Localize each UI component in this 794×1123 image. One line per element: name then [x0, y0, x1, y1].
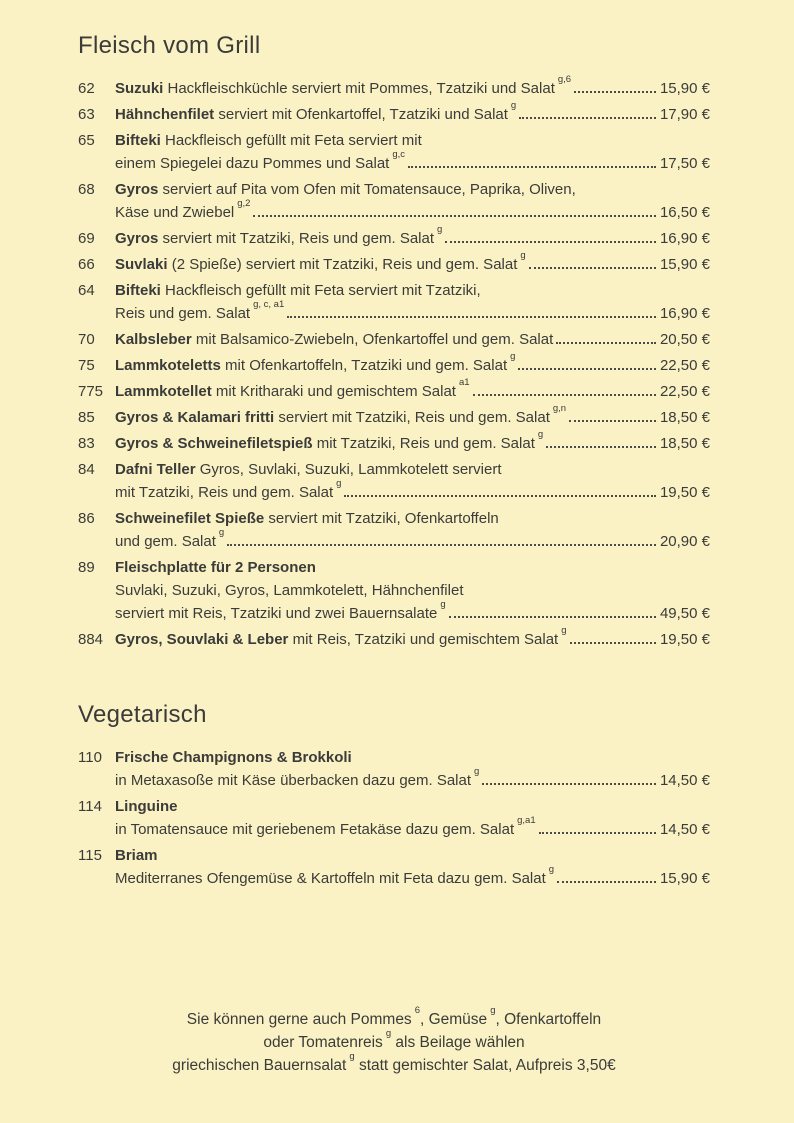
item-price: 22,50 € — [659, 383, 710, 400]
footer-note — [78, 1004, 710, 1077]
dish-description: mit Reis, Tzatziki und gemischtem Salat — [288, 631, 559, 648]
item-number: 63 — [78, 106, 95, 123]
item-price: 14,50 € — [659, 821, 710, 838]
dish-description: mit Kritharaki und gemischtem Salat — [211, 383, 456, 400]
dotted-leader — [227, 544, 656, 546]
allergen-code: g — [490, 1004, 496, 1016]
dish-description: Hackfleisch gefüllt mit Feta serviert mit — [160, 132, 422, 149]
dish-description: serviert mit Tzatziki, Reis und gem. Salat — [158, 230, 435, 247]
item-content — [115, 458, 710, 504]
item-number: 75 — [78, 357, 95, 374]
item-text — [115, 527, 225, 553]
dish-name: Frische Champignons & Brokkoli — [115, 749, 352, 766]
item-text — [115, 599, 446, 625]
dish-description: Hackfleisch gefüllt mit Feta serviert mit Tzatziki, — [160, 282, 481, 299]
dotted-leader — [408, 166, 656, 168]
menu-items-fleisch — [78, 74, 710, 651]
item-line — [115, 250, 710, 276]
item-number: 114 — [78, 798, 102, 815]
dotted-leader — [449, 616, 656, 618]
item-text — [115, 815, 536, 841]
dotted-leader — [569, 420, 656, 422]
footer-line — [78, 1004, 710, 1031]
allergen-code: g,2 — [237, 198, 251, 209]
dish-description: serviert mit Tzatziki, Ofenkartoffeln — [264, 510, 499, 527]
menu-item — [78, 507, 710, 553]
dish-description: oder Tomatenreis — [263, 1034, 383, 1051]
allergen-code: a1 — [458, 377, 470, 388]
item-number: 775 — [78, 383, 104, 400]
item-content — [115, 74, 710, 100]
item-price: 16,90 € — [659, 305, 710, 322]
item-price: 16,50 € — [659, 204, 710, 221]
dish-description: mit Tzatziki, Reis und gem. Salat — [312, 435, 535, 452]
menu-item — [78, 250, 710, 276]
item-line — [115, 299, 710, 325]
allergen-code: g,c — [392, 149, 406, 160]
dish-name: Gyros — [115, 230, 159, 247]
item-line — [115, 864, 710, 890]
dish-description: Hackfleischküchle serviert mit Pommes, Tzatziki und Salat — [163, 80, 555, 97]
allergen-code: g,a1 — [517, 815, 536, 826]
dish-name: Lammkotellet — [115, 383, 212, 400]
allergen-code: 6 — [414, 1004, 420, 1016]
dotted-leader — [546, 446, 656, 448]
allergen-code: g — [349, 1050, 355, 1062]
dish-name: Gyros & Kalamari fritti — [115, 409, 275, 426]
item-price: 20,90 € — [659, 533, 710, 550]
dish-description: serviert mit Reis, Tzatziki und zwei Bauernsalate — [115, 605, 438, 622]
item-line — [115, 625, 710, 651]
item-price: 15,90 € — [659, 80, 710, 97]
item-content — [115, 795, 710, 841]
dish-description: Käse und Zwiebel — [115, 204, 235, 221]
item-price: 16,90 € — [659, 230, 710, 247]
item-number: 69 — [78, 230, 95, 247]
dish-description: serviert mit Tzatziki, Reis und gem. Salat — [274, 409, 550, 426]
item-number: 65 — [78, 132, 95, 149]
item-price: 15,90 € — [659, 256, 710, 273]
allergen-code: g — [520, 250, 526, 261]
item-line — [115, 100, 710, 126]
dish-description: als Beilage wählen — [391, 1034, 525, 1051]
menu-item — [78, 746, 710, 792]
item-line — [115, 429, 710, 455]
item-line — [115, 579, 710, 602]
item-text — [115, 766, 480, 792]
allergen-code: g — [336, 478, 342, 489]
dotted-leader — [557, 881, 656, 883]
menu-item — [78, 429, 710, 455]
dotted-leader — [570, 642, 656, 644]
item-content — [115, 224, 710, 250]
footer-line — [78, 1027, 710, 1054]
item-number: 62 — [78, 80, 95, 97]
dish-name: Briam — [115, 847, 158, 864]
dish-description: , Gemüse — [419, 1011, 488, 1028]
item-number: 64 — [78, 282, 95, 299]
menu-item — [78, 328, 710, 351]
item-number: 115 — [78, 847, 102, 864]
allergen-code: g — [548, 864, 555, 875]
section-fleisch-vom-grill — [78, 32, 710, 651]
item-number: 86 — [78, 510, 95, 527]
menu-item — [78, 129, 710, 175]
item-text — [115, 429, 544, 455]
dish-description: einem Spiegelei dazu Pommes und Salat — [115, 155, 390, 172]
item-number: 884 — [78, 631, 104, 648]
dish-description: (2 Spieße) serviert mit Tzatziki, Reis und gem. Salat — [167, 256, 518, 273]
dish-name: Dafni Teller — [115, 461, 196, 478]
item-number: 83 — [78, 435, 95, 452]
menu-item — [78, 279, 710, 325]
item-number: 110 — [78, 749, 102, 766]
item-content — [115, 351, 710, 377]
dotted-leader — [473, 394, 656, 396]
item-line — [115, 377, 710, 403]
dish-description: Sie können gerne auch Pommes — [186, 1011, 412, 1028]
item-number: 89 — [78, 559, 95, 576]
item-content — [115, 100, 710, 126]
item-line — [115, 746, 710, 769]
allergen-code: g — [510, 351, 516, 362]
menu-item — [78, 178, 710, 224]
dish-description: mit Tzatziki, Reis und gem. Salat — [115, 484, 334, 501]
allergen-code: g, c, a1 — [253, 299, 285, 310]
item-line — [115, 198, 710, 224]
item-content — [115, 746, 710, 792]
allergen-code: g — [561, 625, 567, 636]
item-text — [115, 507, 499, 530]
item-text — [115, 478, 342, 504]
item-text — [115, 458, 502, 481]
item-price: 17,90 € — [659, 106, 710, 123]
dish-description: und gem. Salat — [115, 533, 216, 550]
dish-description: in Tomatensauce mit geriebenem Fetakäse dazu gem. Salat — [115, 821, 515, 838]
item-price: 49,50 € — [659, 605, 710, 622]
item-line — [115, 328, 710, 351]
item-text — [115, 149, 406, 175]
item-text — [115, 746, 352, 769]
allergen-code: g — [474, 766, 480, 777]
dish-name: Gyros, Souvlaki & Leber — [115, 631, 289, 648]
item-line — [115, 178, 710, 201]
dish-description: statt gemischter Salat, Aufpreis 3,50€ — [354, 1057, 616, 1074]
item-text — [115, 100, 517, 126]
item-number: 85 — [78, 409, 95, 426]
dish-name: Lammkoteletts — [115, 357, 221, 374]
item-content — [115, 178, 710, 224]
item-price: 19,50 € — [659, 484, 710, 501]
dish-name: Hähnchenfilet — [115, 106, 215, 123]
item-text — [115, 864, 555, 890]
item-line — [115, 224, 710, 250]
item-content — [115, 625, 710, 651]
item-number: 70 — [78, 331, 95, 348]
menu-item — [78, 100, 710, 126]
item-line — [115, 795, 710, 818]
item-price: 18,50 € — [659, 409, 710, 426]
dish-description: mit Balsamico-Zwiebeln, Ofenkartoffel und gem. Salat — [191, 331, 554, 348]
item-text — [115, 403, 567, 429]
dotted-leader — [519, 117, 656, 119]
section-title-fleisch: Fleisch vom Grill — [78, 32, 261, 59]
item-content — [115, 250, 710, 276]
allergen-code: g — [437, 224, 443, 235]
item-content — [115, 844, 710, 890]
menu-item — [78, 458, 710, 504]
item-number: 68 — [78, 181, 95, 198]
menu-item — [78, 625, 710, 651]
dish-name: Bifteki — [115, 282, 161, 299]
item-text — [115, 844, 158, 867]
dish-name: Suzuki — [115, 80, 164, 97]
item-price: 14,50 € — [659, 772, 710, 789]
menu-item — [78, 403, 710, 429]
menu-item — [78, 556, 710, 625]
item-content — [115, 403, 710, 429]
allergen-code: g — [218, 527, 225, 538]
item-text — [115, 198, 251, 224]
item-content — [115, 429, 710, 455]
dotted-leader — [344, 495, 656, 497]
allergen-code: g — [510, 100, 517, 111]
item-price: 18,50 € — [659, 435, 710, 452]
dish-description: serviert auf Pita vom Ofen mit Tomatensauce, Paprika, Oliven, — [158, 181, 576, 198]
item-line — [115, 507, 710, 530]
item-text — [115, 299, 285, 325]
item-text — [115, 556, 316, 579]
item-price: 22,50 € — [659, 357, 710, 374]
dotted-leader — [539, 832, 656, 834]
item-price: 17,50 € — [659, 155, 710, 172]
item-text — [115, 129, 422, 152]
menu-item — [78, 74, 710, 100]
dish-description: griechischen Bauernsalat — [172, 1057, 347, 1074]
menu-item — [78, 224, 710, 250]
item-line — [115, 599, 710, 625]
item-text — [115, 579, 464, 602]
section-vegetarisch — [78, 701, 710, 890]
item-number: 66 — [78, 256, 95, 273]
dotted-leader — [574, 91, 656, 93]
allergen-code: g — [537, 429, 544, 440]
item-number: 84 — [78, 461, 95, 478]
allergen-code: g — [440, 599, 446, 610]
item-text — [115, 74, 572, 100]
item-line — [115, 403, 710, 429]
item-line — [115, 279, 710, 302]
item-text — [115, 279, 481, 302]
dish-description: Reis und gem. Salat — [115, 305, 251, 322]
item-price: 19,50 € — [659, 631, 710, 648]
item-line — [115, 556, 710, 579]
menu-item — [78, 844, 710, 890]
dotted-leader — [482, 783, 656, 785]
item-text — [115, 625, 567, 651]
dish-name: Gyros — [115, 181, 159, 198]
item-text — [115, 250, 526, 276]
dish-description: in Metaxasoße mit Käse überbacken dazu gem. Salat — [115, 772, 472, 789]
item-line — [115, 74, 710, 100]
dotted-leader — [518, 368, 656, 370]
item-content — [115, 377, 710, 403]
item-text — [115, 328, 553, 351]
item-line — [115, 149, 710, 175]
item-line — [115, 844, 710, 867]
item-content — [115, 328, 710, 351]
item-content — [115, 507, 710, 553]
dish-name: Fleischplatte für 2 Personen — [115, 559, 316, 576]
item-text — [115, 795, 178, 818]
item-content — [115, 129, 710, 175]
item-line — [115, 478, 710, 504]
dish-description: serviert mit Ofenkartoffel, Tzatziki und Salat — [214, 106, 508, 123]
item-content — [115, 279, 710, 325]
item-line — [115, 766, 710, 792]
item-text — [115, 377, 470, 403]
dish-name: Suvlaki — [115, 256, 168, 273]
dish-name: Schweinefilet Spieße — [115, 510, 265, 527]
dish-name: Bifteki — [115, 132, 161, 149]
item-line — [115, 129, 710, 152]
item-line — [115, 351, 710, 377]
dish-name: Gyros & Schweinefiletspieß — [115, 435, 313, 452]
item-price: 15,90 € — [659, 870, 710, 887]
dish-name: Linguine — [115, 798, 178, 815]
dotted-leader — [287, 316, 656, 318]
menu-items-vegetarisch — [78, 746, 710, 890]
allergen-code: g,n — [552, 403, 567, 414]
dotted-leader — [529, 267, 656, 269]
item-text — [115, 178, 576, 201]
dish-description: Gyros, Suvlaki, Suzuki, Lammkotelett serviert — [195, 461, 502, 478]
dish-description: mit Ofenkartoffeln, Tzatziki und gem. Salat — [220, 357, 508, 374]
dotted-leader — [445, 241, 656, 243]
item-line — [115, 527, 710, 553]
item-content — [115, 556, 710, 625]
dish-description: , Ofenkartoffeln — [495, 1011, 602, 1028]
allergen-code: g,6 — [557, 74, 572, 85]
item-price: 20,50 € — [659, 331, 710, 348]
item-text — [115, 224, 443, 250]
dotted-leader — [253, 215, 655, 217]
menu-item — [78, 351, 710, 377]
item-line — [115, 458, 710, 481]
footer-line — [78, 1050, 710, 1077]
dotted-leader — [556, 342, 656, 344]
allergen-code: g — [385, 1027, 392, 1039]
menu-item — [78, 377, 710, 403]
section-title-vegetarisch: Vegetarisch — [78, 701, 207, 728]
dish-name: Kalbsleber — [115, 331, 192, 348]
dish-description: Suvlaki, Suzuki, Gyros, Lammkotelett, Hähnchenfilet — [115, 582, 464, 599]
dish-description: Mediterranes Ofengemüse & Kartoffeln mit Feta dazu gem. Salat — [115, 870, 546, 887]
menu-item — [78, 795, 710, 841]
item-line — [115, 815, 710, 841]
item-text — [115, 351, 516, 377]
